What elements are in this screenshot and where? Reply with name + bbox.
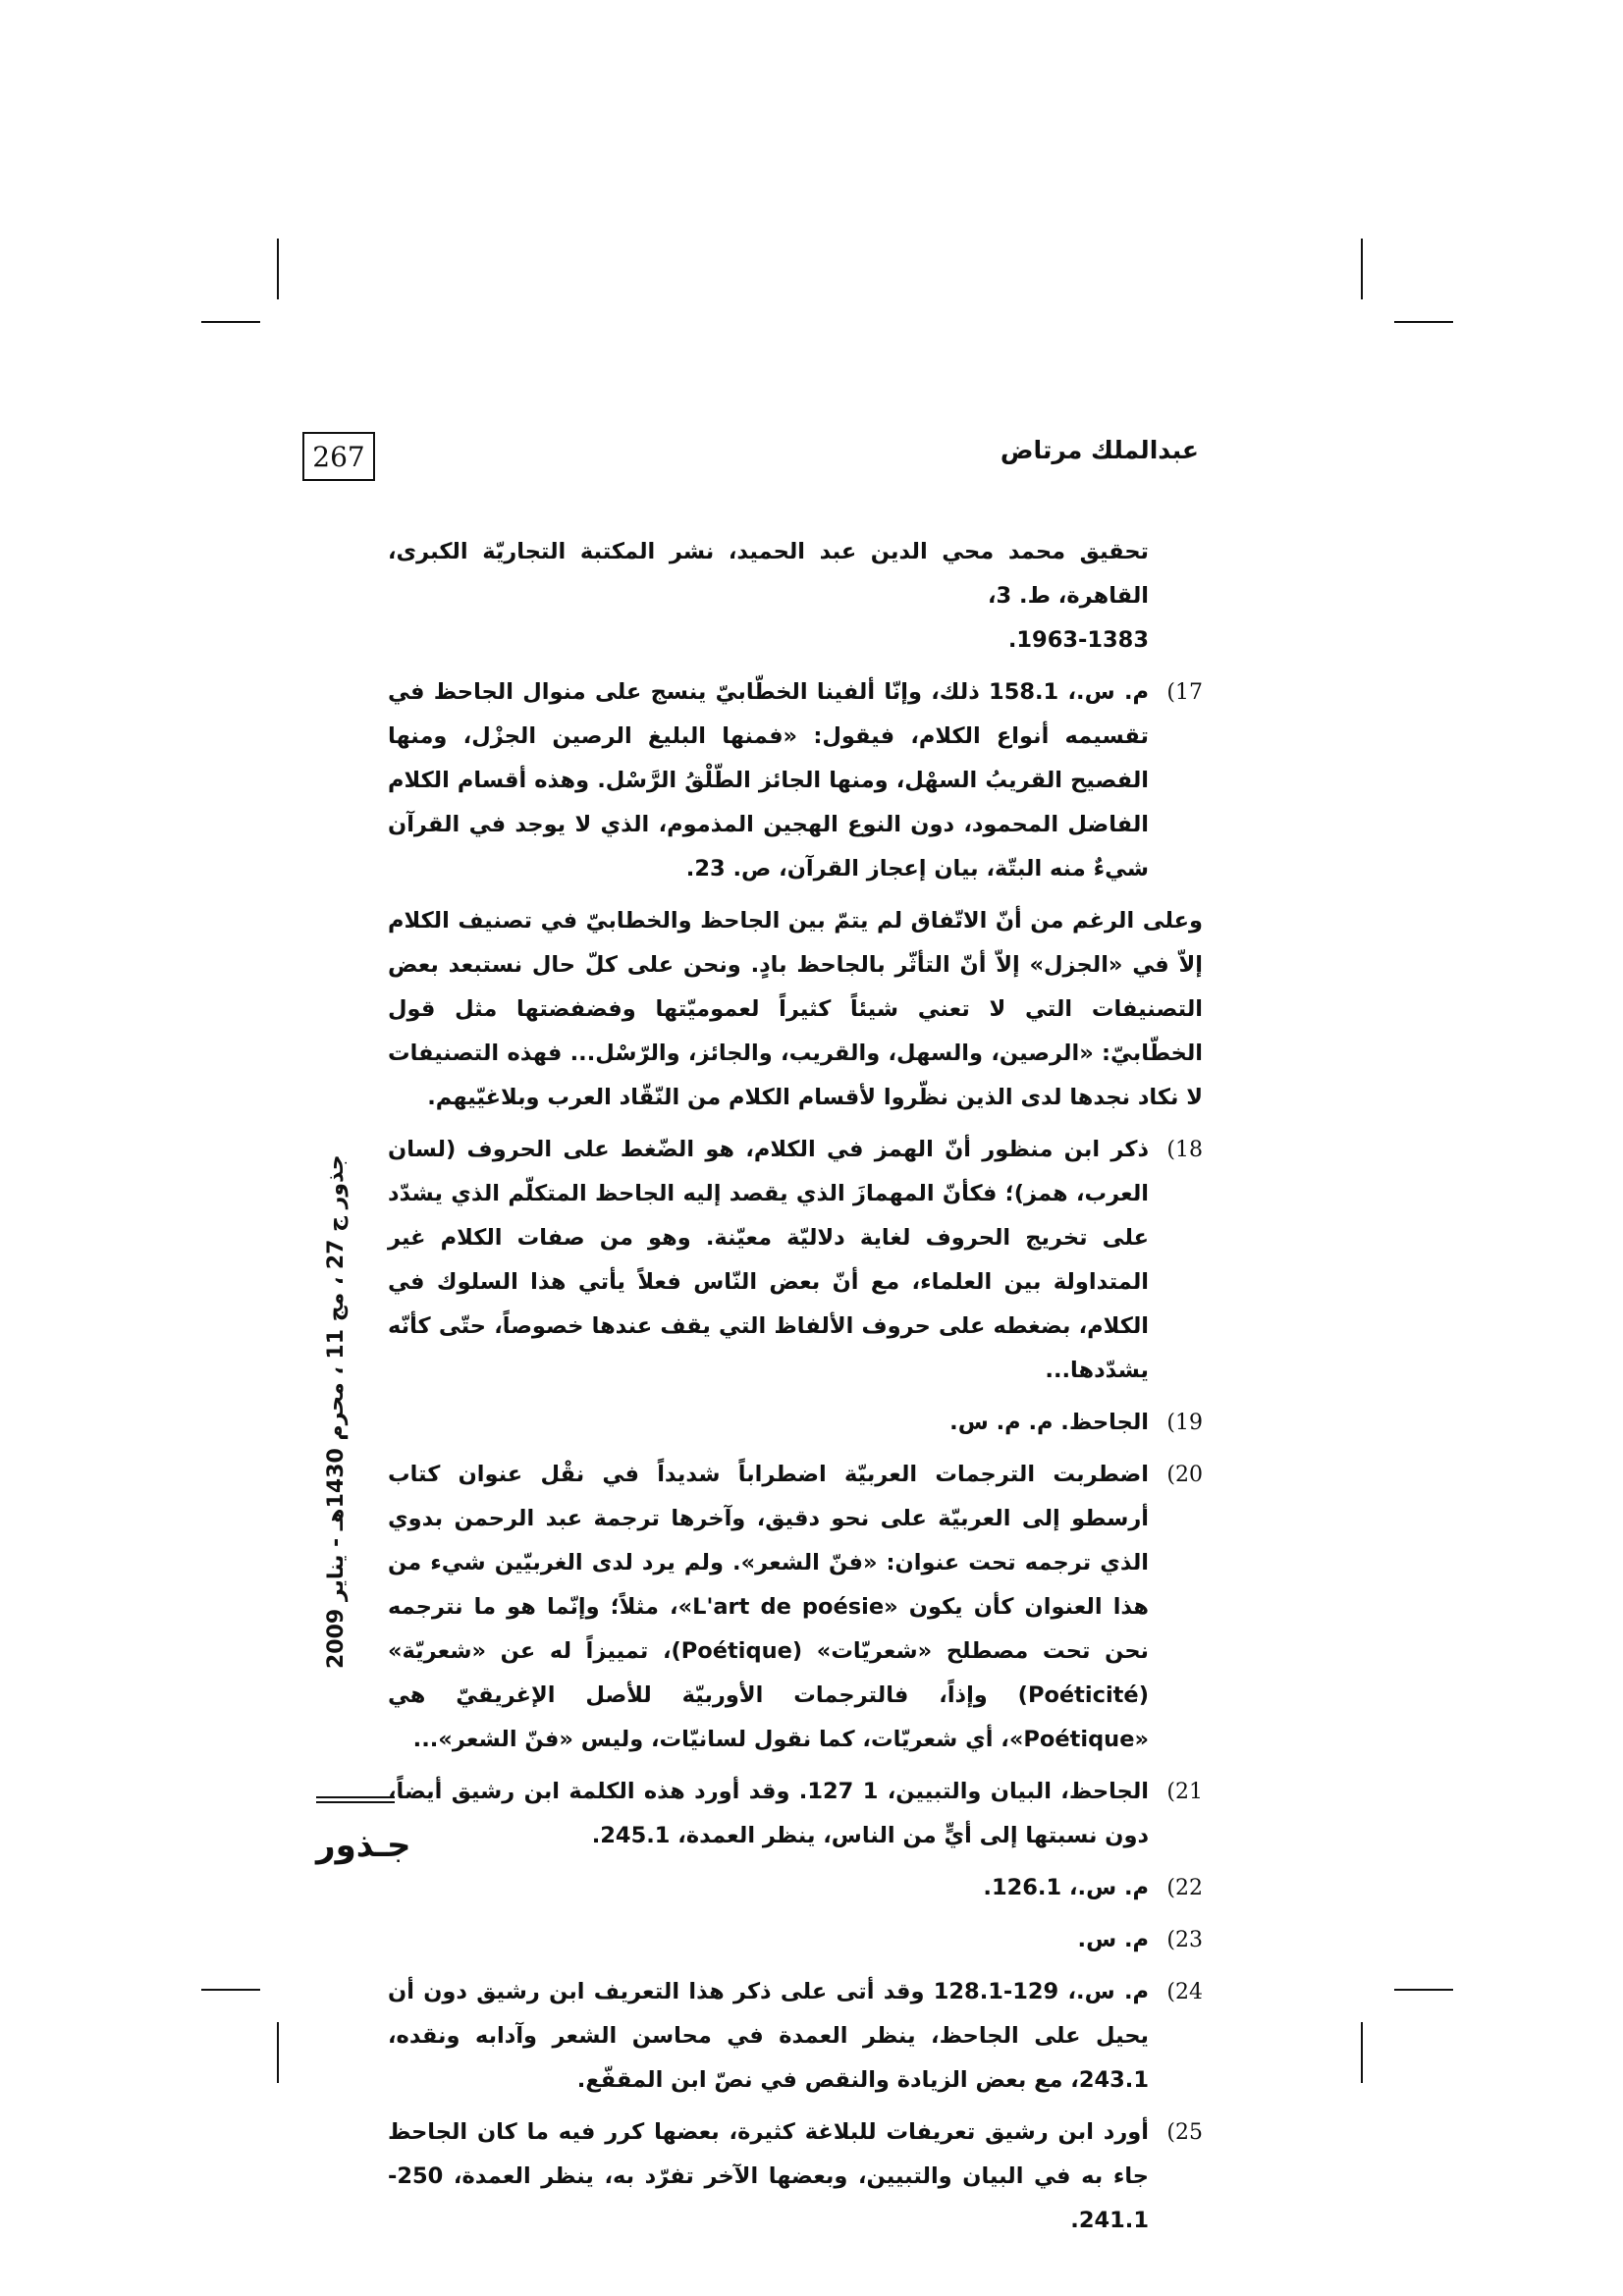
crop-mark	[201, 321, 260, 323]
note-text: ذكر ابن منظور أنّ الهمز في الكلام، هو الضّغط على الحروف (لسان العرب، همز)؛ فكأنّ المهمازَ الذي يقصد إليه الجاحظ المتكلّم الذي يشدّد على تخريج الحروف لغاية دلاليّة معيّنة. وهو من صفات الكلام غير المتداولة بين العلماء، مع أنّ بعض النّاس فعلاً يأتي هذا السلوك في الكلام، بضغطه على حروف الألفاظ التي يقف عندها خصوصاً، حتّى كأنّه يشدّدها...	[388, 1137, 1149, 1383]
crop-mark	[201, 1989, 260, 1991]
note-text: أورد ابن رشيق تعريفات للبلاغة كثيرة، بعضها كرر فيه ما كان الجاحظ جاء به في البيان والتبيين، وبعضها الآخر تفرّد به، ينظر العمدة، 250-241.1.	[388, 2119, 1149, 2233]
running-header-author: عبدالملك مرتاض	[1000, 436, 1199, 464]
note-text: م. س.	[1077, 1927, 1149, 1952]
sidebar-divider	[316, 1796, 395, 1803]
note-22	[388, 1866, 1203, 1910]
note-25	[388, 2110, 1203, 2243]
crop-mark	[1361, 239, 1363, 299]
journal-issue-line: جذور ج 27 ، مج 11 ، محرم 1430هـ - يناير 2009	[324, 1154, 349, 1669]
page-number: 267	[302, 432, 375, 481]
note-23	[388, 1918, 1203, 1962]
note-20	[388, 1453, 1203, 1762]
crop-mark	[1394, 1989, 1453, 1991]
note-text: اضطربت الترجمات العربيّة اضطراباً شديداً في نقْل عنوان كتاب أرسطو إلى العربيّة على نحو دقيق، وآخرها ترجمة عبد الرحمن بدوي الذي ترجمه تحت عنوان: «فنّ الشعر». ولم يرد لدى الغربيّين شيء من هذا العنوان كأن يكون «L'art de poésie»، مثلاً؛ وإنّما هو ما نترجمه نحن تحت مصطلح «شعريّات» (Poétique)، تمييزاً له عن «شعريّة» (Poéticité) وإذاً، فالترجمات الأوربيّة للأصل الإغريقيّ هي «Poétique»، أي شعريّات، كما نقول لسانيّات، وليس «فنّ الشعر»...	[388, 1462, 1150, 1752]
note-number: 18)	[1166, 1138, 1203, 1162]
note-24	[388, 1970, 1203, 2103]
note-number-placeholder	[1149, 530, 1203, 663]
crop-mark	[277, 239, 279, 299]
endnotes	[388, 530, 1203, 2251]
intro-line: 1963-1383.	[1007, 627, 1149, 653]
note-text: م. س.، 158.1 ذلك، وإنّا ألفينا الخطّابيّ ينسج على منوال الجاحظ في تقسيمه أنواع الكلام، فيقول: «فمنها البليغ الرصين الجزْل، ومنها الفصيح القريبُ السهْل، ومنها الجائز الطّلْقُ الرَّسْل. وهذه أقسام الكلام الفاضل المحمود، دون النوع الهجين المذموم، الذي لا يوجد في القرآن شيءٌ منه البتّة، بيان إعجاز القرآن، ص. 23.	[388, 679, 1149, 881]
note-19	[388, 1401, 1203, 1445]
note-21	[388, 1770, 1203, 1858]
note-text: م. س.، 126.1.	[983, 1875, 1149, 1900]
crop-mark	[277, 2022, 279, 2083]
note-17	[388, 670, 1203, 891]
crop-mark	[1394, 321, 1453, 323]
note-text: الجاحظ، البيان والتبيين، 1 127. وقد أورد هذه الكلمة ابن رشيق أيضاً، دون نسبتها إلى أيٍّ من الناس، ينظر العمدة، 245.1.	[388, 1779, 1149, 1848]
note-18	[388, 1128, 1203, 1393]
note-number: 25)	[1166, 2120, 1203, 2145]
note-text: الجاحظ. م. م. س.	[949, 1410, 1149, 1435]
note-number: 22)	[1166, 1876, 1203, 1900]
note-intro	[388, 530, 1203, 663]
note-17-continuation: وعلى الرغم من أنّ الاتّفاق لم يتمّ بين الجاحظ والخطابيّ في تصنيف الكلام إلاّ في «الجزل» إلاّ أنّ التأثّر بالجاحظ بادٍ. ونحن على كلّ حال نستبعد بعض التصنيفات التي لا تعني شيئاً كثيراً لعموميّتها وفضفضتها مثل قول الخطّابيّ: «الرصين، والسهل، والقريب، والجائز، والرّسْل... فهذه التصنيفات لا نكاد نجدها لدى الذين نظّروا لأقسام الكلام من النّقّاد العرب وبلاغيّيهم.	[388, 908, 1203, 1110]
journal-logo: جـذور	[316, 1826, 411, 1865]
note-number: 20)	[1166, 1463, 1203, 1487]
note-number: 17)	[1166, 680, 1203, 705]
crop-mark	[1361, 2022, 1363, 2083]
note-number: 21)	[1166, 1780, 1203, 1804]
note-text: م. س.، 129-128.1 وقد أتى على ذكر هذا التعريف ابن رشيق دون أن يحيل على الجاحظ، ينظر العمدة في محاسن الشعر وآدابه ونقده، 243.1، مع بعض الزيادة والنقص في نصّ ابن المقفّع.	[388, 1979, 1149, 2093]
intro-line: تحقيق محمد محي الدين عبد الحميد، نشر المكتبة التجاريّة الكبرى، القاهرة، ط. 3،	[388, 539, 1149, 609]
note-number: 19)	[1166, 1411, 1203, 1435]
note-number: 24)	[1166, 1980, 1203, 2004]
note-number: 23)	[1166, 1928, 1203, 1952]
